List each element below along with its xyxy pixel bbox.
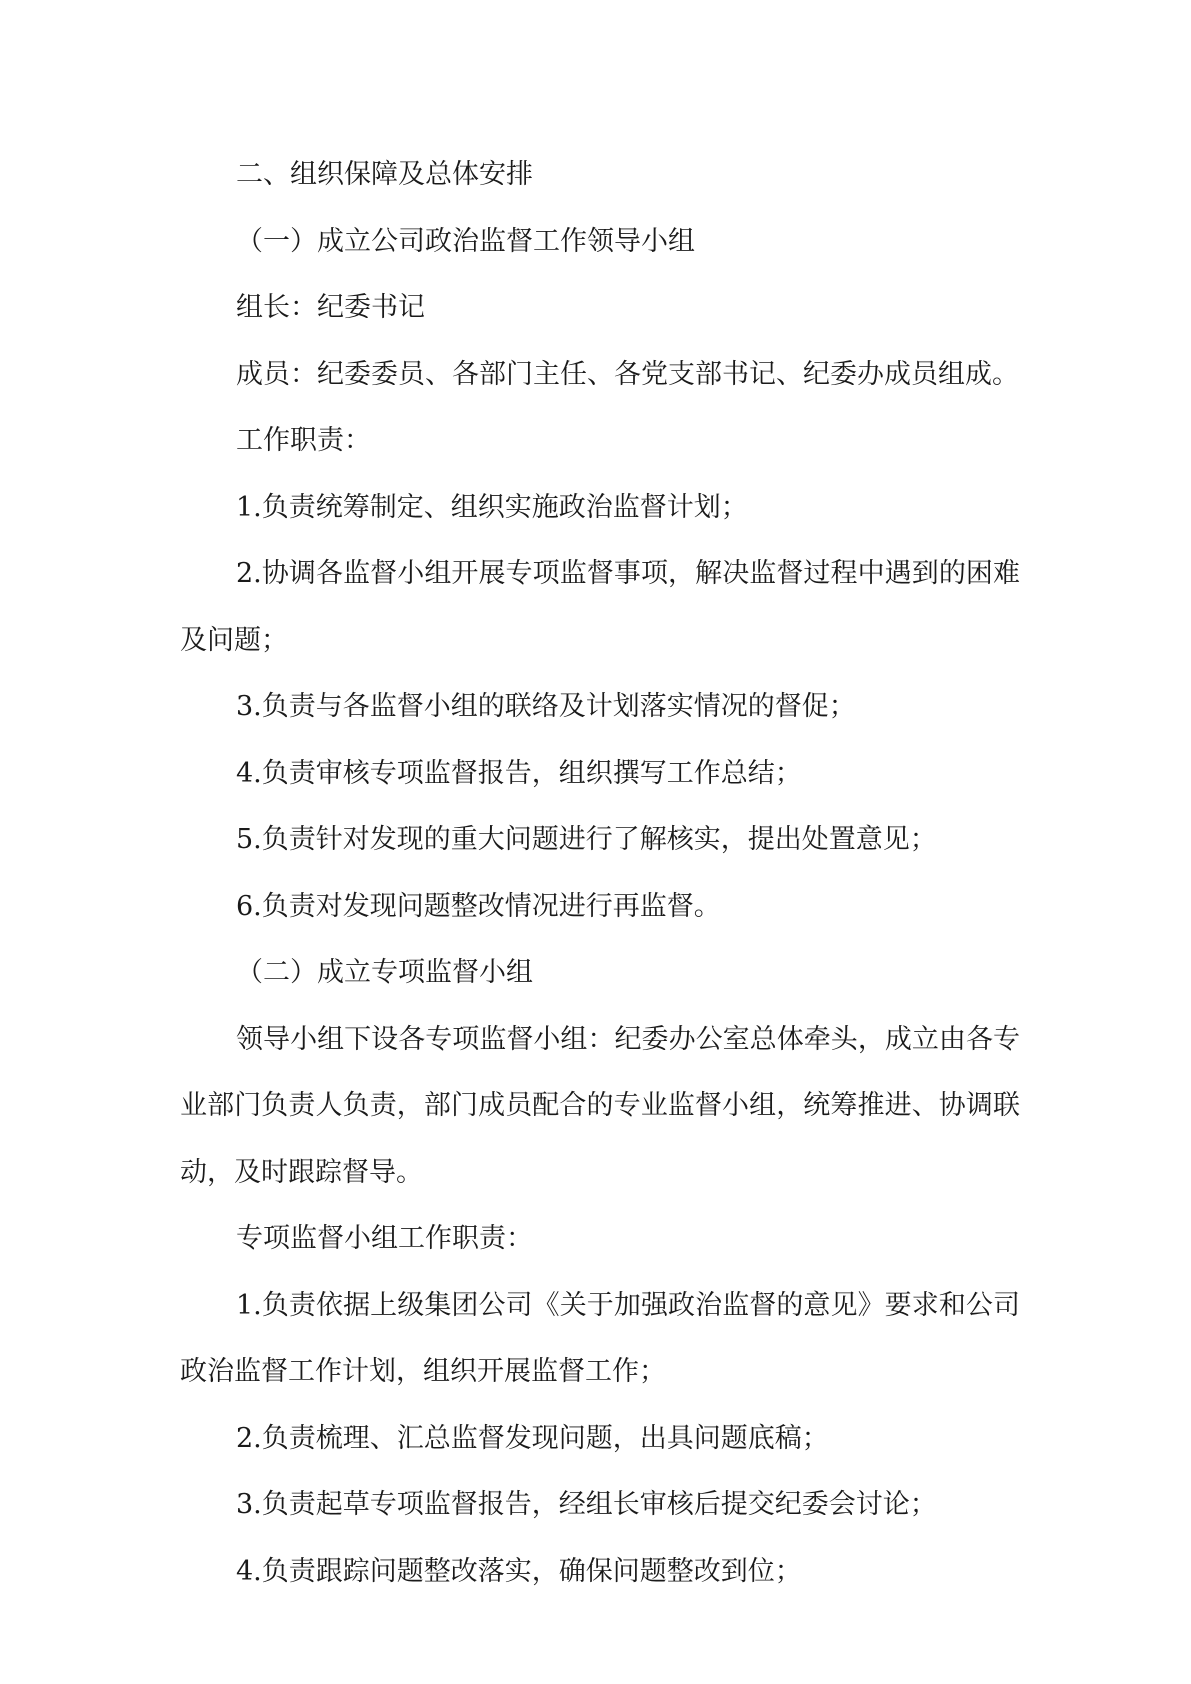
subsection-heading: （二）成立专项监督小组 [236, 957, 533, 988]
paragraph: 专项监督小组工作职责： [236, 1223, 533, 1254]
list-item: 1.负责依据上级集团公司《关于加强政治监督的意见》要求和公司政治监督工作计划，组织开展监督工作； [180, 1289, 1020, 1387]
list-item: 2.协调各监督小组开展专项监督事项，解决监督过程中遇到的困难及问题； [180, 558, 1020, 656]
list-item: 1.负责统筹制定、组织实施政治监督计划； [236, 491, 748, 523]
list-item: 2.负责梳理、汇总监督发现问题，出具问题底稿； [236, 1422, 829, 1454]
list-item: 4.负责审核专项监督报告，组织撰写工作总结； [236, 757, 802, 789]
list-item: 3.负责与各监督小组的联络及计划落实情况的督促； [236, 691, 856, 722]
paragraph: 领导小组下设各专项监督小组：纪委办公室总体牵头，成立由各专业部门负责人负责，部门成员配合的专业监督小组，统筹推进、协调联动，及时跟踪督导。 [180, 1023, 1020, 1188]
paragraph: 工作职责： [236, 425, 371, 456]
list-item: 3.负责起草专项监督报告，经组长审核后提交纪委会讨论； [236, 1489, 937, 1520]
list-item: 5.负责针对发现的重大问题进行了解核实，提出处置意见； [236, 824, 937, 855]
subsection-heading: （一）成立公司政治监督工作领导小组 [236, 225, 695, 257]
document-body [180, 142, 1020, 1605]
paragraph: 组长：纪委书记 [236, 292, 425, 323]
paragraph: 成员：纪委委员、各部门主任、各党支部书记、纪委办成员组成。 [236, 358, 1019, 390]
list-item: 4.负责跟踪问题整改落实，确保问题整改到位； [236, 1555, 802, 1587]
list-item: 6.负责对发现问题整改情况进行再监督。 [236, 890, 721, 922]
section-heading: 二、组织保障及总体安排 [236, 159, 533, 190]
